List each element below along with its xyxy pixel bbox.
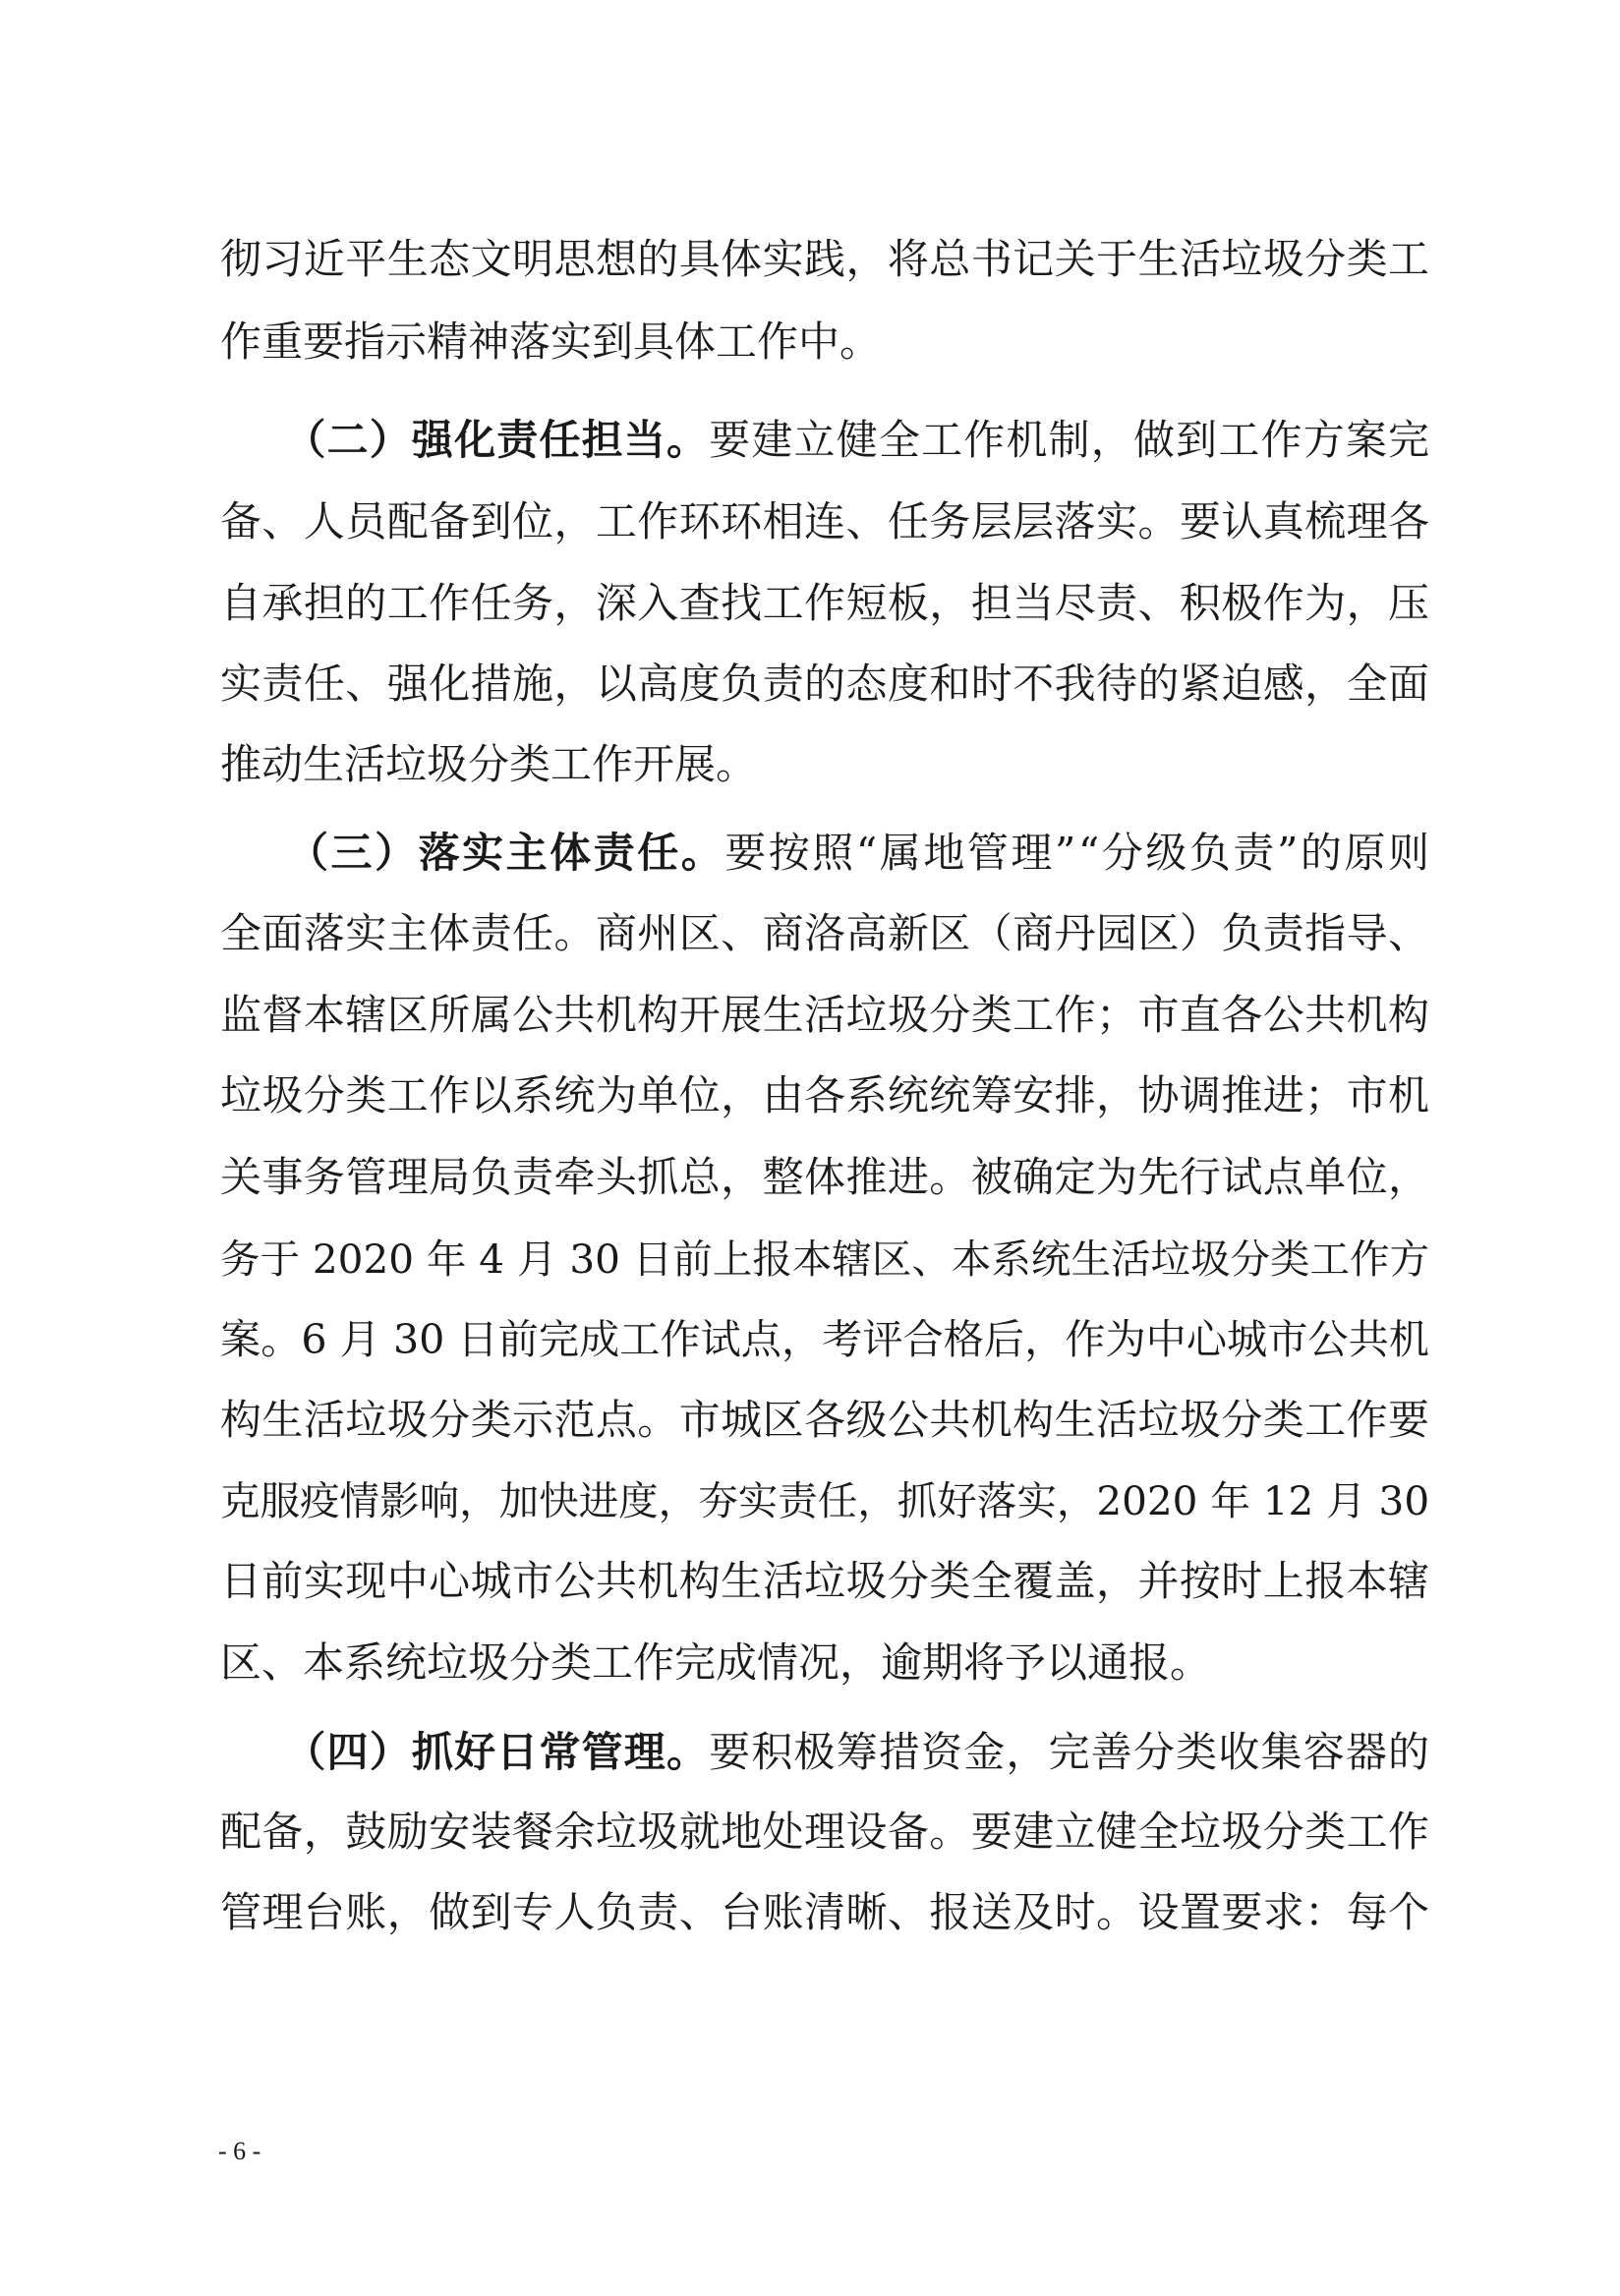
section-heading: （四）抓好日常管理。 (220, 1728, 710, 1776)
text-run: 要按照“属地管理”“分级负责”的原则 (724, 829, 1432, 877)
text-run: 配备，鼓励安装餐余垃圾就地处理设备。要建立健全垃圾分类工作 (220, 1808, 1430, 1856)
paragraph-line (220, 494, 1429, 549)
paragraph-line (220, 1393, 1429, 1448)
text-run: 全面落实主体责任。商州区、商洛高新区（商丹园区）负责指导、 (220, 909, 1430, 957)
section-heading: （二）强化责任担当。 (220, 416, 710, 464)
text-run: 垃圾分类工作以系统为单位，由各系统统筹安排，协调推进；市机 (220, 1071, 1430, 1119)
text-run: 克服疫情影响，加快进度，夯实责任，抓好落实，2020 年 12 月 30 (220, 1477, 1430, 1524)
text-run: 监督本辖区所属公共机构开展生活垃圾分类工作；市直各公共机构 (220, 991, 1430, 1039)
text-run: 案。6 月 30 日前完成工作试点，考评合格后，作为中心城市公共机 (220, 1316, 1429, 1363)
paragraph-line (220, 1805, 1429, 1860)
paragraph-line (220, 826, 1432, 881)
paragraph-line (220, 1232, 1429, 1287)
paragraph-line (220, 1885, 1429, 1940)
paragraph-line (220, 1636, 1211, 1691)
paragraph-line (220, 906, 1429, 961)
text-run: 务于 2020 年 4 月 30 日前上报本辖区、本系统生活垃圾分类工作方 (220, 1235, 1430, 1283)
paragraph-line (220, 737, 757, 792)
paragraph-line (220, 988, 1429, 1043)
text-run: 日前实现中心城市公共机构生活垃圾分类全覆盖，并按时上报本辖 (220, 1557, 1430, 1605)
text-run: 要建立健全工作机制，做到工作方案完 (709, 416, 1431, 464)
paragraph-line (220, 413, 1430, 468)
text-run: 推动生活垃圾分类工作开展。 (220, 740, 758, 788)
text-run: 关事务管理局负责牵头抓总，整体推进。被确定为先行试点单位， (220, 1153, 1430, 1201)
paragraph-line (220, 657, 1429, 712)
text-run: 备、人员配备到位，工作环环相连、任务层层落实。要认真梳理各 (220, 497, 1430, 545)
text-run: 自承担的工作任务，深入查找工作短板，担当尽责、积极作为，压 (220, 579, 1430, 627)
paragraph-line (220, 1473, 1429, 1528)
text-run: 彻习近平生态文明思想的具体实践，将总书记关于生活垃圾分类工 (220, 235, 1430, 283)
paragraph-line (220, 315, 881, 370)
page-number: - 6 - (218, 2137, 261, 2165)
paragraph-line (220, 1725, 1430, 1780)
paragraph-line (220, 232, 1429, 287)
text-run: 实责任、强化措施，以高度负责的态度和时不我待的紧迫感，全面 (220, 660, 1430, 708)
text-run: 区、本系统垃圾分类工作完成情况，逾期将予以通报。 (220, 1638, 1212, 1687)
text-run: 要积极筹措资金，完善分类收集容器的 (709, 1728, 1431, 1776)
paragraph-line (220, 576, 1429, 631)
section-heading: （三）落实主体责任。 (220, 829, 725, 877)
text-run: 管理台账，做到专人负责、台账清晰、报送及时。设置要求：每个 (220, 1888, 1430, 1936)
paragraph-line (220, 1312, 1429, 1367)
text-run: 构生活垃圾分类示范点。市城区各级公共机构生活垃圾分类工作要 (220, 1396, 1430, 1444)
paragraph-line (220, 1150, 1429, 1205)
paragraph-line (220, 1068, 1429, 1123)
paragraph-line (220, 1554, 1429, 1609)
text-run: 作重要指示精神落实到具体工作中。 (220, 317, 882, 366)
